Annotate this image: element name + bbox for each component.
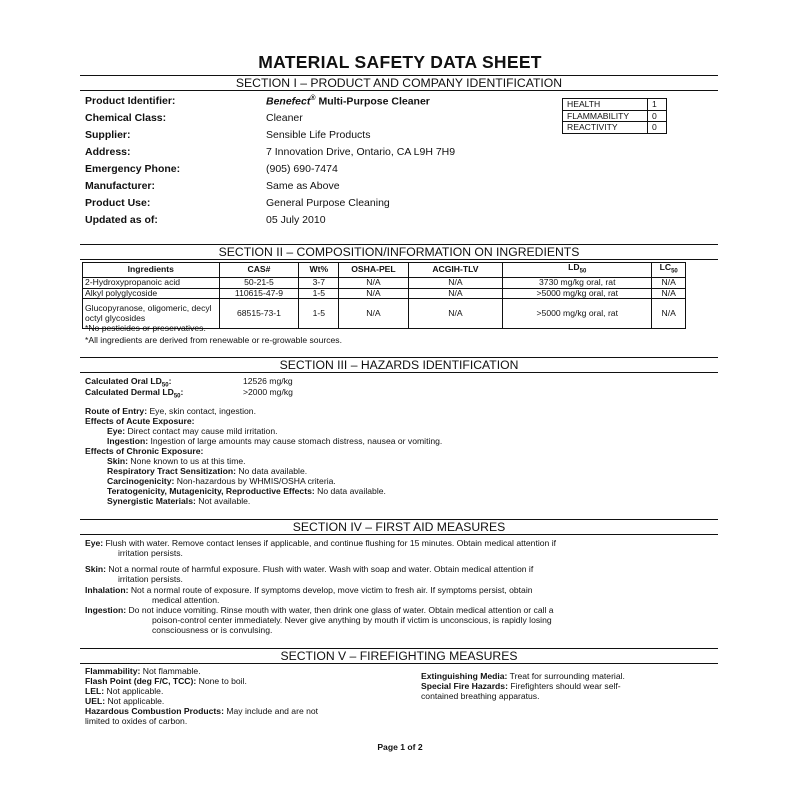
cell-acgih: N/A <box>408 278 503 289</box>
first-aid-eye: Eye: Flush with water. Remove contact lenses if applicable, and continue flushing for 15 minutes. Obtain medical attention if <box>85 538 557 548</box>
teratogenicity: Teratogenicity, Mutagenicity, Reproductive Effects: No data available. <box>107 486 386 496</box>
value-updated-as-of: 05 July 2010 <box>266 214 326 226</box>
hazardous-combustion-products: Hazardous Combustion Products: May include and are not <box>85 706 319 716</box>
value-chemical-class: Cleaner <box>266 112 303 124</box>
lel: LEL: Not applicable. <box>85 686 164 696</box>
header-lc50: $LC_{50}$ <box>652 263 686 278</box>
label-product-identifier: Product Identifier: <box>85 95 176 107</box>
cell-ingredient: Alkyl polyglycoside <box>83 288 220 299</box>
label-product-use: Product Use: <box>85 197 151 209</box>
label-calculated-oral-ld50: Calculated Oral $LD_{50}$: <box>85 376 172 389</box>
value-supplier: Sensible Life Products <box>266 129 371 141</box>
uel: UEL: Not applicable. <box>85 696 165 706</box>
table-row <box>83 288 686 299</box>
synergistic-materials: Synergistic Materials: Not available. <box>107 496 251 506</box>
hmis-label: HEALTH <box>563 99 648 111</box>
cell-ld50: 3730 mg/kg oral, rat <box>503 278 652 289</box>
first-aid-inhalation: Inhalation: Not a normal route of exposure. If symptoms develop, move victim to fresh air. If symptoms persist, obtain <box>85 585 533 595</box>
document-title: MATERIAL SAFETY DATA SHEET <box>258 52 542 72</box>
cell-osha: N/A <box>339 288 408 299</box>
first-aid-ingestion-cont2: consciousness or is convulsing. <box>152 625 273 635</box>
cell-lc50: N/A <box>652 278 686 289</box>
first-aid-ingestion: Ingestion: Do not induce vomiting. Rinse mouth with water, then drink one glass of water. Obtain medical attention or call a <box>85 605 554 615</box>
cell-cas: 110615-47-9 <box>219 288 299 299</box>
value-manufacturer: Same as Above <box>266 180 340 192</box>
note-no-pesticides: *No pesticides or preservatives. <box>85 323 206 333</box>
value-calculated-oral-ld50: 12526 mg/kg <box>243 376 293 386</box>
label-calculated-dermal-ld50: Calculated Dermal $LD_{50}$: <box>85 387 184 400</box>
section-4-heading: SECTION IV – FIRST AID MEASURES <box>80 519 718 535</box>
value-address: 7 Innovation Drive, Ontario, CA L9H 7H9 <box>266 146 456 158</box>
value-product-use: General Purpose Cleaning <box>266 197 390 209</box>
hmis-label: FLAMMABILITY <box>563 110 648 122</box>
section-1-heading: SECTION I – PRODUCT AND COMPANY IDENTIFICATION <box>80 75 718 91</box>
acute-ingestion: Ingestion: Ingestion of large amounts may cause stomach distress, nausea or vomiting. <box>107 436 443 446</box>
hmis-label: REACTIVITY <box>563 122 648 134</box>
label-updated-as-of: Updated as of: <box>85 214 158 226</box>
cell-ld50: >5000 mg/kg oral, rat <box>503 299 652 329</box>
special-fire-hazards-cont: contained breathing apparatus. <box>421 691 540 701</box>
flash-point: Flash Point (deg F/C, TCC): None to boil. <box>85 676 247 686</box>
page-number: Page 1 of 2 <box>377 742 423 752</box>
hmis-rating: 0 <box>648 110 667 122</box>
header-ingredients: Ingredients <box>83 263 220 278</box>
header-wt: Wt% <box>299 263 339 278</box>
hmis-rating: 1 <box>648 99 667 111</box>
acute-exposure-heading: Effects of Acute Exposure: <box>85 416 195 426</box>
value-product-identifier: Benefect® Multi-Purpose Cleaner <box>266 95 430 108</box>
first-aid-skin: Skin: Not a normal route of harmful exposure. Flush with water. Wash with soap and water. Obtain medical attention if <box>85 564 534 574</box>
header-cas: CAS# <box>219 263 299 278</box>
carcinogenicity: Carcinogenicity: Non-hazardous by WHMIS/OSHA criteria. <box>107 476 336 486</box>
cell-ingredient: Glucopyranose, oligomeric, decyl octyl glycosides <box>83 299 220 329</box>
cell-acgih: N/A <box>408 299 503 329</box>
cell-acgih: N/A <box>408 288 503 299</box>
extinguishing-media: Extinguishing Media: Treat for surrounding material. <box>421 671 625 681</box>
header-ld50: $LD_{50}$ <box>503 263 652 278</box>
hmis-row-reactivity <box>563 122 667 134</box>
special-fire-hazards: Special Fire Hazards: Firefighters should wear self- <box>421 681 621 691</box>
route-of-entry: Route of Entry: Eye, skin contact, ingestion. <box>85 406 256 416</box>
label-chemical-class: Chemical Class: <box>85 112 167 124</box>
hmis-row-health <box>563 99 667 111</box>
first-aid-ingestion-cont1: poison-control center immediately. Never give anything by mouth if victim is unconscious, is rapidly losing <box>152 615 552 625</box>
first-aid-eye-cont: irritation persists. <box>118 548 183 558</box>
chronic-exposure-heading: Effects of Chronic Exposure: <box>85 446 204 456</box>
cell-osha: N/A <box>339 278 408 289</box>
first-aid-inhalation-cont: medical attention. <box>152 595 220 605</box>
chronic-skin: Skin: None known to us at this time. <box>107 456 246 466</box>
section-5-heading: SECTION V – FIREFIGHTING MEASURES <box>80 648 718 664</box>
hazardous-combustion-products-cont: limited to oxides of carbon. <box>85 716 188 726</box>
section-2-heading: SECTION II – COMPOSITION/INFORMATION ON INGREDIENTS <box>80 244 718 260</box>
cell-wt: 1-5 <box>299 299 339 329</box>
cell-cas: 68515-73-1 <box>219 299 299 329</box>
table-header-row <box>83 263 686 278</box>
label-manufacturer: Manufacturer: <box>85 180 156 192</box>
cell-ingredient: 2-Hydroxypropanoic acid <box>83 278 220 289</box>
label-emergency-phone: Emergency Phone: <box>85 163 181 175</box>
table-row <box>83 278 686 289</box>
cell-lc50: N/A <box>652 288 686 299</box>
hmis-rating: 0 <box>648 122 667 134</box>
cell-osha: N/A <box>339 299 408 329</box>
ingredients-table <box>82 262 686 329</box>
flammability: Flammability: Not flammable. <box>85 666 201 676</box>
value-calculated-dermal-ld50: >2000 mg/kg <box>243 387 293 397</box>
respiratory-sensitization: Respiratory Tract Sensitization: No data available. <box>107 466 308 476</box>
value-emergency-phone: (905) 690-7474 <box>266 163 338 175</box>
label-supplier: Supplier: <box>85 129 131 141</box>
cell-wt: 3-7 <box>299 278 339 289</box>
label-address: Address: <box>85 146 131 158</box>
hmis-row-flammability <box>563 110 667 122</box>
header-osha: OSHA-PEL <box>339 263 408 278</box>
note-renewable-sources: *All ingredients are derived from renewable or re-growable sources. <box>85 335 342 345</box>
acute-eye: Eye: Direct contact may cause mild irritation. <box>107 426 278 436</box>
cell-wt: 1-5 <box>299 288 339 299</box>
hmis-rating-table <box>562 98 667 134</box>
section-3-heading: SECTION III – HAZARDS IDENTIFICATION <box>80 357 718 373</box>
first-aid-skin-cont: irritation persists. <box>118 574 183 584</box>
cell-cas: 50-21-5 <box>219 278 299 289</box>
header-acgih: ACGIH-TLV <box>408 263 503 278</box>
cell-lc50: N/A <box>652 299 686 329</box>
cell-ld50: >5000 mg/kg oral, rat <box>503 288 652 299</box>
